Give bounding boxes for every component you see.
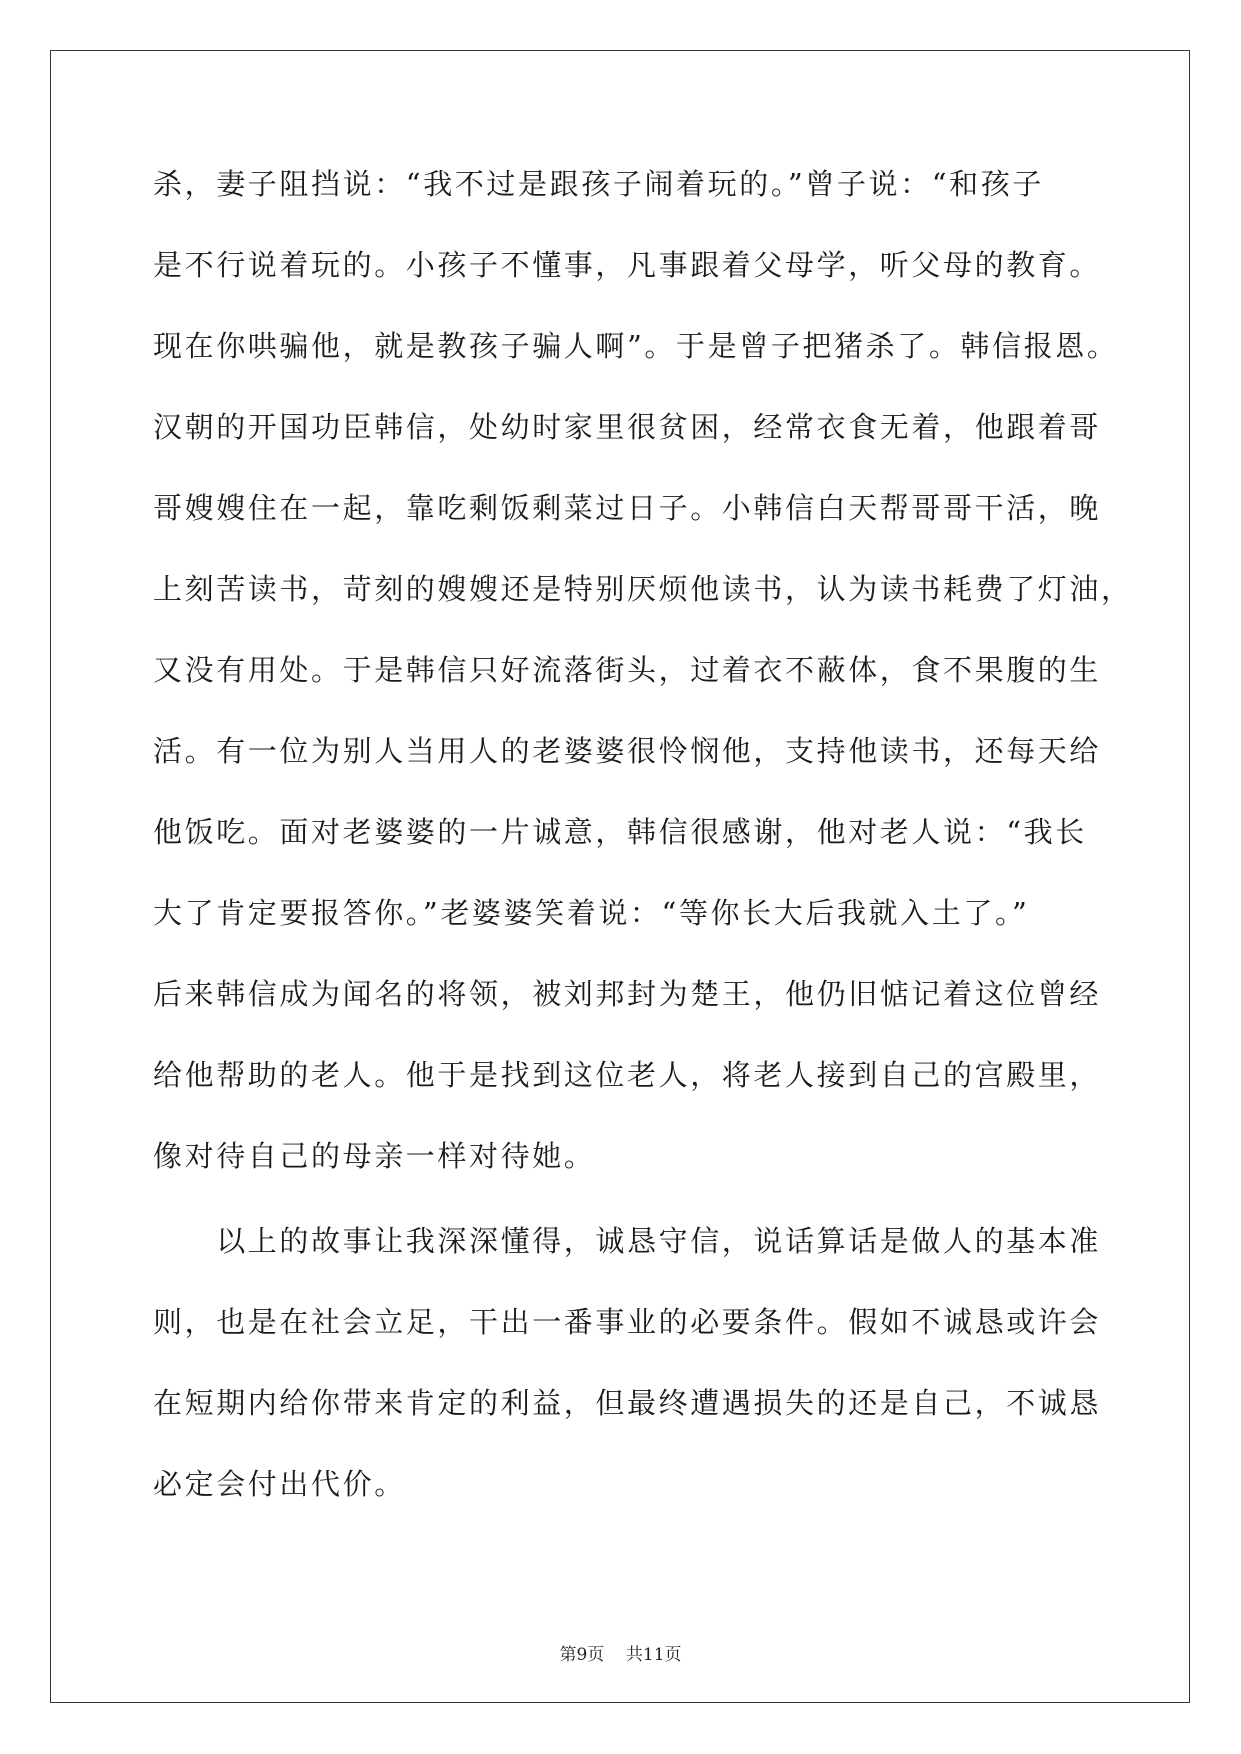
text-line: 以上的故事让我深深懂得，诚恳守信，说话算话是做人的基本准 [153,1224,1102,1258]
text-line: 哥嫂嫂住在一起，靠吃剩饭剩菜过日子。小韩信白天帮哥哥干活，晚 [153,491,1102,525]
total-suffix: 页 [664,1645,682,1665]
total-prefix: 共 [625,1645,643,1665]
text-line: 汉朝的开国功臣韩信，处幼时家里很贫困，经常衣食无着，他跟着哥 [153,410,1102,444]
page-current: 9 [576,1645,588,1665]
text-line: 必定会付出代价。 [153,1467,406,1501]
text-line: 后来韩信成为闻名的将领，被刘邦封为楚王，他仍旧惦记着这位曾经 [153,977,1102,1011]
text-line: 现在你哄骗他，就是教孩子骗人啊”。于是曾子把猪杀了。韩信报恩。 [153,329,1119,363]
text-line: 大了肯定要报答你。”老婆婆笑着说：“等你长大后我就入土了。” [153,896,1030,930]
text-line: 杀，妻子阻挡说：“我不过是跟孩子闹着玩的。”曾子说：“和孩子 [153,167,1044,201]
page-footer [0,1640,1241,1665]
text-line: 是不行说着玩的。小孩子不懂事，凡事跟着父母学，听父母的教育。 [153,248,1102,282]
text-line: 他饭吃。面对老婆婆的一片诚意，韩信很感谢，他对老人说：“我长 [153,815,1087,849]
page-total: 11 [642,1645,665,1665]
text-line: 给他帮助的老人。他于是找到这位老人，将老人接到自己的宫殿里， [153,1058,1102,1092]
text-line: 活。有一位为别人当用人的老婆婆很怜悯他，支持他读书，还每天给 [153,734,1102,768]
document-body [153,155,1133,1536]
text-line: 则，也是在社会立足，干出一番事业的必要条件。假如不诚恳或许会 [153,1305,1102,1339]
text-line: 像对待自己的母亲一样对待她。 [153,1139,596,1173]
text-line: 上刻苦读书，苛刻的嫂嫂还是特别厌烦他读书，认为读书耗费了灯油， [153,572,1133,606]
text-line: 又没有用处。于是韩信只好流落街头，过着衣不蔽体，食不果腹的生 [153,653,1102,687]
page-suffix: 页 [587,1645,605,1665]
page-prefix: 第 [559,1645,577,1665]
text-line: 在短期内给你带来肯定的利益，但最终遭遇损失的还是自己，不诚恳 [153,1386,1102,1420]
